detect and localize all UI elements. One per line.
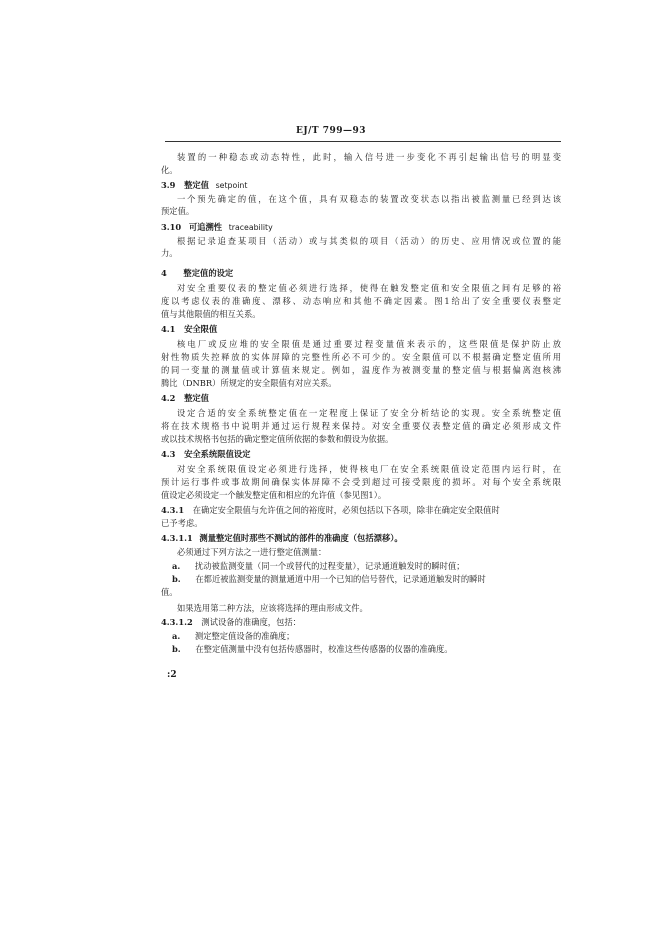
clause-4-3-1-1 [161,533,403,544]
body-line: 度以考虑仪表的准确度、漂移、动态响应和其他不确定因素。图1给出了安全重要仪表整定 [161,296,561,306]
section-title: 安全系统限值设定 [184,449,251,459]
body-line: 的同一变量的测量值或计算值来规定。例如，温度作为被测变量的整定值与根据偏离泡核沸 [161,365,561,375]
section-number: 4 [161,268,167,278]
list-item-a [172,561,465,572]
section-number: 4.3.1.1 [161,533,193,543]
term-english: setpoint [215,181,248,190]
body-line: 或以技术规格书包括的确定整定值所依据的参数和假设为依据。 [161,434,394,444]
list-text: 测定整定值设备的准确度； [194,631,295,641]
list-marker: a. [172,561,181,571]
section-number: 4.3 [161,449,176,459]
body-line: 预定值。 [161,206,195,216]
list-text: 扰动被监测变量（同一个或替代的过程变量），记录通道触发时的瞬时值； [194,561,465,571]
section-number: 4.3.1 [161,505,185,515]
term-title: 整定值 [184,180,209,190]
body-line: 设定合适的安全系统整定值在一定程度上保证了安全分析结论的实现。安全系统整定值 [177,408,561,418]
document-number-header: EJ/T 799—93 [295,126,367,136]
body-line: 值。 [161,587,178,597]
body-line: 将在技术规格书中说明并通过运行规程来保持。对安全重要仪表整定值的确定必须形成文件 [161,421,561,431]
section-heading-4 [161,268,233,279]
body-line: 核电厂或反应堆的安全限值是通过重要过程变量值来表示的，这些限值是保护防止放 [177,339,561,349]
clause-4-3-1 [161,505,561,516]
body-line: 根据记录追查某项目（活动）或与其类似的项目（活动）的历史、应用情况或位置的能 [177,236,561,246]
list-marker: b. [172,574,181,584]
term-heading-3-10 [161,222,273,233]
section-number: 4.3.1.2 [161,617,193,627]
list-text: 在都近被监测变量的测量通道中用一个已知的信号替代，记录通道触发时的瞬时 [195,574,486,584]
clause-text: 测量整定值时那些不测试的部件的准确度（包括漂移）。 [199,533,403,543]
list-marker: a. [172,631,181,641]
term-heading-3-9 [161,180,247,191]
section-title: 整定值 [184,393,209,403]
clause-text: 测试设备的准确度，包括： [201,617,301,627]
term-title: 可追溯性 [188,222,223,232]
body-line: 腾比（DNBR）所规定的安全限值有对应关系。 [161,378,337,388]
body-line: 装置的一种稳态或动态特性，此时，输入信号进一步变化不再引起输出信号的明显变 [177,152,561,162]
clause-text: 在确定安全限值与允许值之间的裕度时，必须包括以下各项，除非在确定安全限值时 [192,505,500,515]
body-line: 已予考虑。 [161,518,203,528]
body-line: 如果选用第二种方法，应该将选择的理由形成文件。 [177,603,368,613]
section-heading-4-3 [161,449,250,460]
list-marker: b. [172,644,181,654]
list-item-a [172,631,294,642]
section-title: 安全限值 [184,324,218,334]
term-english: traceability [228,223,273,232]
list-item-b [172,574,486,585]
page-number: :2 [167,670,177,680]
header-rule [165,141,561,142]
section-heading-4-1 [161,324,217,335]
body-line: 值设定必须设定一个触发整定值和相应的允许值（参见图1）。 [161,490,387,500]
body-line: 力。 [161,248,178,258]
body-line: 化。 [161,165,178,175]
body-line: 一个预先确定的值，在这个值，具有双稳态的装置改变状态以指出被监测量已经到达该 [177,194,561,204]
body-line: 对安全系统限值设定必须进行选择，使得核电厂在安全系统限值设定范围内运行时，在 [177,464,561,474]
body-line: 射性物质失控释放的实体屏障的完整性所必不可少的。安全限值可以不根据确定整定值所用 [161,352,561,362]
list-item-b [172,644,453,655]
body-line: 必须通过下列方法之一进行整定值测量： [177,547,327,557]
body-line: 预计运行事件或事故期间确保实体屏障不会受到超过可接受限度的损坏。对每个安全系统限 [161,477,561,487]
section-title: 整定值的设定 [183,268,234,278]
section-number: 3.10 [161,222,182,232]
section-number: 4.1 [161,324,176,334]
body-line: 值与其他限值的相互关系。 [161,309,261,319]
section-heading-4-2 [161,393,209,404]
body-line: 对安全重要仪表的整定值必须进行选择，使得在触发整定值和安全限值之间有足够的裕 [177,283,561,293]
section-number: 3.9 [161,180,176,190]
list-text: 在整定值测量中没有包括传感器时，校准这些传感器的仪器的准确度。 [195,644,453,654]
section-number: 4.2 [161,393,176,403]
clause-4-3-1-2 [161,617,301,628]
